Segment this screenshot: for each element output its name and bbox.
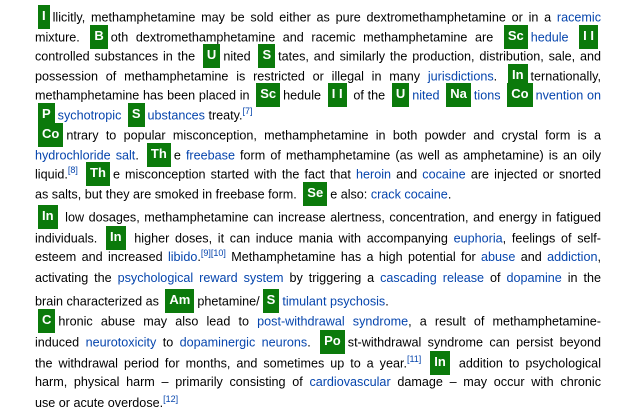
body-text: . [197, 250, 201, 264]
article-link[interactable]: abuse [481, 250, 516, 264]
body-text: are injected or snorted [465, 167, 601, 182]
article-link[interactable]: hydrochloride salt [35, 147, 136, 162]
body-text: by triggering a [283, 271, 381, 285]
body-text: as salts, but they are smoked in freebase form. [35, 186, 301, 201]
text-line [35, 144, 601, 162]
body-text [501, 88, 505, 102]
highlight-badge: Sc [256, 83, 280, 107]
paragraph-legal-status [35, 6, 610, 122]
text-line [35, 104, 253, 122]
body-text [421, 356, 427, 370]
citation-link[interactable]: [7] [242, 105, 253, 116]
body-text [440, 88, 444, 102]
article-link[interactable]: heroin [356, 167, 392, 182]
citation-link[interactable]: [12] [163, 393, 179, 404]
highlight-badge: Th [147, 143, 171, 167]
text-line [35, 6, 601, 24]
article-link[interactable]: ubstances [147, 107, 205, 122]
text-line [35, 394, 178, 412]
text-line [35, 45, 601, 63]
article-link[interactable]: freebase [185, 147, 235, 162]
highlight-badge: Co [38, 123, 63, 147]
text-line [35, 352, 601, 370]
body-text [78, 167, 83, 181]
highlight-badge: Na [446, 83, 471, 107]
text-line [35, 163, 601, 181]
citation-link[interactable]: [9][10] [200, 247, 226, 258]
highlight-badge: P [38, 103, 55, 127]
citation-ref[interactable] [243, 106, 253, 116]
highlight-badge: U [203, 44, 220, 68]
body-text: harm, physical harm – primarily consisting of [35, 375, 310, 389]
article-link[interactable]: psychological reward system [117, 271, 284, 285]
body-text: and [515, 250, 548, 264]
highlight-badge: Th [86, 162, 110, 186]
body-text: use or acute overdose. [35, 396, 164, 410]
body-text: , a result of methamphetamine- [408, 314, 602, 329]
highlight-badge: C [38, 309, 55, 333]
highlight-badge: In [38, 205, 58, 229]
article-link[interactable]: racemic [556, 10, 601, 25]
text-line [35, 124, 601, 142]
paragraph-effects [35, 206, 610, 309]
body-text: to [156, 335, 180, 350]
citation-link[interactable]: [11] [406, 354, 422, 365]
body-text [121, 108, 125, 122]
body-text: . [307, 335, 318, 350]
text-line [35, 290, 389, 308]
body-text: low dosages, methamphetamine can increase alertness, concentration, and energy in fatigued [60, 210, 601, 225]
body-text: e [173, 147, 186, 162]
article-link[interactable]: post-withdrawal syndrome [257, 314, 409, 329]
article-link[interactable]: dopaminergic neurons [179, 335, 308, 350]
body-text: of the [349, 88, 389, 103]
highlight-badge: Se [303, 182, 327, 206]
highlight-badge: S [128, 103, 145, 127]
body-text: individuals. [35, 231, 104, 246]
text-line [35, 373, 601, 391]
citation-ref[interactable] [163, 394, 178, 404]
text-line [35, 227, 601, 245]
body-text: form of methamphetamine (as well as amphetamine) is an oily [234, 147, 601, 162]
highlight-badge: Co [507, 83, 532, 107]
body-text: hedule [283, 88, 325, 103]
text-line [35, 269, 601, 287]
body-text: ntrary to popular misconception, methamphetamine in both powder and crystal form is a [66, 128, 601, 143]
article-link[interactable]: euphoria [453, 231, 503, 246]
body-text: higher doses, it can induce mania with accompanying [128, 231, 454, 246]
body-text: of [484, 271, 507, 285]
text-line [35, 65, 601, 83]
highlight-badge: Po [320, 330, 345, 354]
citation-ref[interactable] [201, 248, 226, 258]
citation-ref[interactable] [68, 165, 78, 175]
body-text: possession of methamphetamine is restricted or illegal in many [35, 68, 428, 83]
body-text: esteem and increased [35, 250, 168, 264]
body-text: methamphetamine has been placed in [35, 88, 254, 103]
body-text: e also: [330, 186, 371, 201]
body-text: , feelings of self- [502, 231, 601, 246]
article-link[interactable]: addiction [547, 250, 598, 264]
highlight-badge: S [263, 289, 280, 313]
body-text: the withdrawal period for months, and sometimes up to a year. [35, 356, 407, 371]
text-line [35, 26, 601, 44]
body-text: . [447, 186, 452, 201]
body-text: controlled substances in the [35, 49, 200, 64]
body-text: e misconception started with the fact that [112, 167, 356, 182]
paragraph-chronic-abuse [35, 310, 610, 410]
body-text: damage – may occur with chronic [390, 375, 601, 389]
body-text: treaty. [204, 107, 243, 122]
article-link[interactable]: tions [473, 88, 501, 103]
article-link[interactable]: timulant psychosis [282, 294, 386, 309]
body-text: liquid. [35, 167, 68, 182]
article-link[interactable]: jurisdictions [427, 68, 494, 83]
highlight-badge: Sc [504, 25, 528, 49]
body-text: , [597, 250, 601, 264]
highlight-badge: Am [165, 289, 194, 313]
article-link[interactable]: neurotoxicity [85, 335, 157, 350]
article-link[interactable]: sychotropic [57, 107, 122, 122]
article-link[interactable]: dopamine [506, 271, 562, 285]
body-text: phetamine/ [197, 294, 260, 309]
body-text: . [385, 294, 389, 309]
article-link[interactable]: nited [412, 88, 440, 103]
body-text: tates, and similarly the production, distribution, sale, and [278, 49, 601, 64]
text-line [35, 310, 601, 328]
text-line [35, 248, 601, 266]
highlight-badge: S [258, 44, 275, 68]
body-text: ternationally, [530, 68, 601, 83]
article-link[interactable]: libido [167, 250, 198, 264]
article-link[interactable]: cardiovascular [309, 375, 391, 389]
body-text: brain characterized as [35, 294, 163, 309]
highlight-badge: In [508, 64, 528, 88]
body-text: . [493, 68, 505, 83]
text-line [35, 206, 601, 224]
highlight-badge: In [106, 226, 126, 250]
highlight-badge: U [392, 83, 409, 107]
body-text: hronic abuse may also lead to [58, 314, 258, 329]
citation-link[interactable]: [8] [67, 165, 78, 176]
article-link[interactable]: cocaine [422, 167, 466, 182]
highlight-badge: I I [579, 25, 598, 49]
body-text [569, 30, 577, 44]
article-link[interactable]: crack cocaine [370, 186, 448, 201]
body-text: in the [561, 271, 601, 285]
body-text: induced [35, 335, 86, 350]
body-text: llicitly, methamphetamine may be sold either as pure dextromethamphetamine or in a [52, 10, 557, 25]
text-line [35, 84, 601, 102]
citation-ref[interactable] [407, 354, 421, 364]
body-text: activating the [35, 271, 118, 285]
text-line [35, 331, 601, 349]
body-text: Methamphetamine has a high potential for [225, 250, 482, 264]
body-text: . [135, 147, 144, 162]
article-link[interactable]: cascading release [380, 271, 485, 285]
body-text: oth dextromethamphetamine and racemic methamphetamine are [110, 29, 501, 44]
highlight-badge: B [90, 25, 107, 49]
body-text: st-withdrawal syndrome can persist beyond [347, 335, 601, 350]
paragraph-chemical-form [35, 124, 610, 200]
text-line [35, 183, 451, 201]
body-text: nited [223, 49, 256, 64]
article-link[interactable]: nvention on [535, 88, 601, 103]
body-text: addition to psychological [452, 356, 601, 371]
highlight-badge: I [38, 5, 50, 29]
highlight-badge: In [430, 351, 450, 375]
body-text: mixture. [35, 29, 88, 44]
article-link[interactable]: hedule [530, 29, 569, 44]
highlight-badge: I I [328, 83, 347, 107]
body-text: and [391, 167, 423, 182]
